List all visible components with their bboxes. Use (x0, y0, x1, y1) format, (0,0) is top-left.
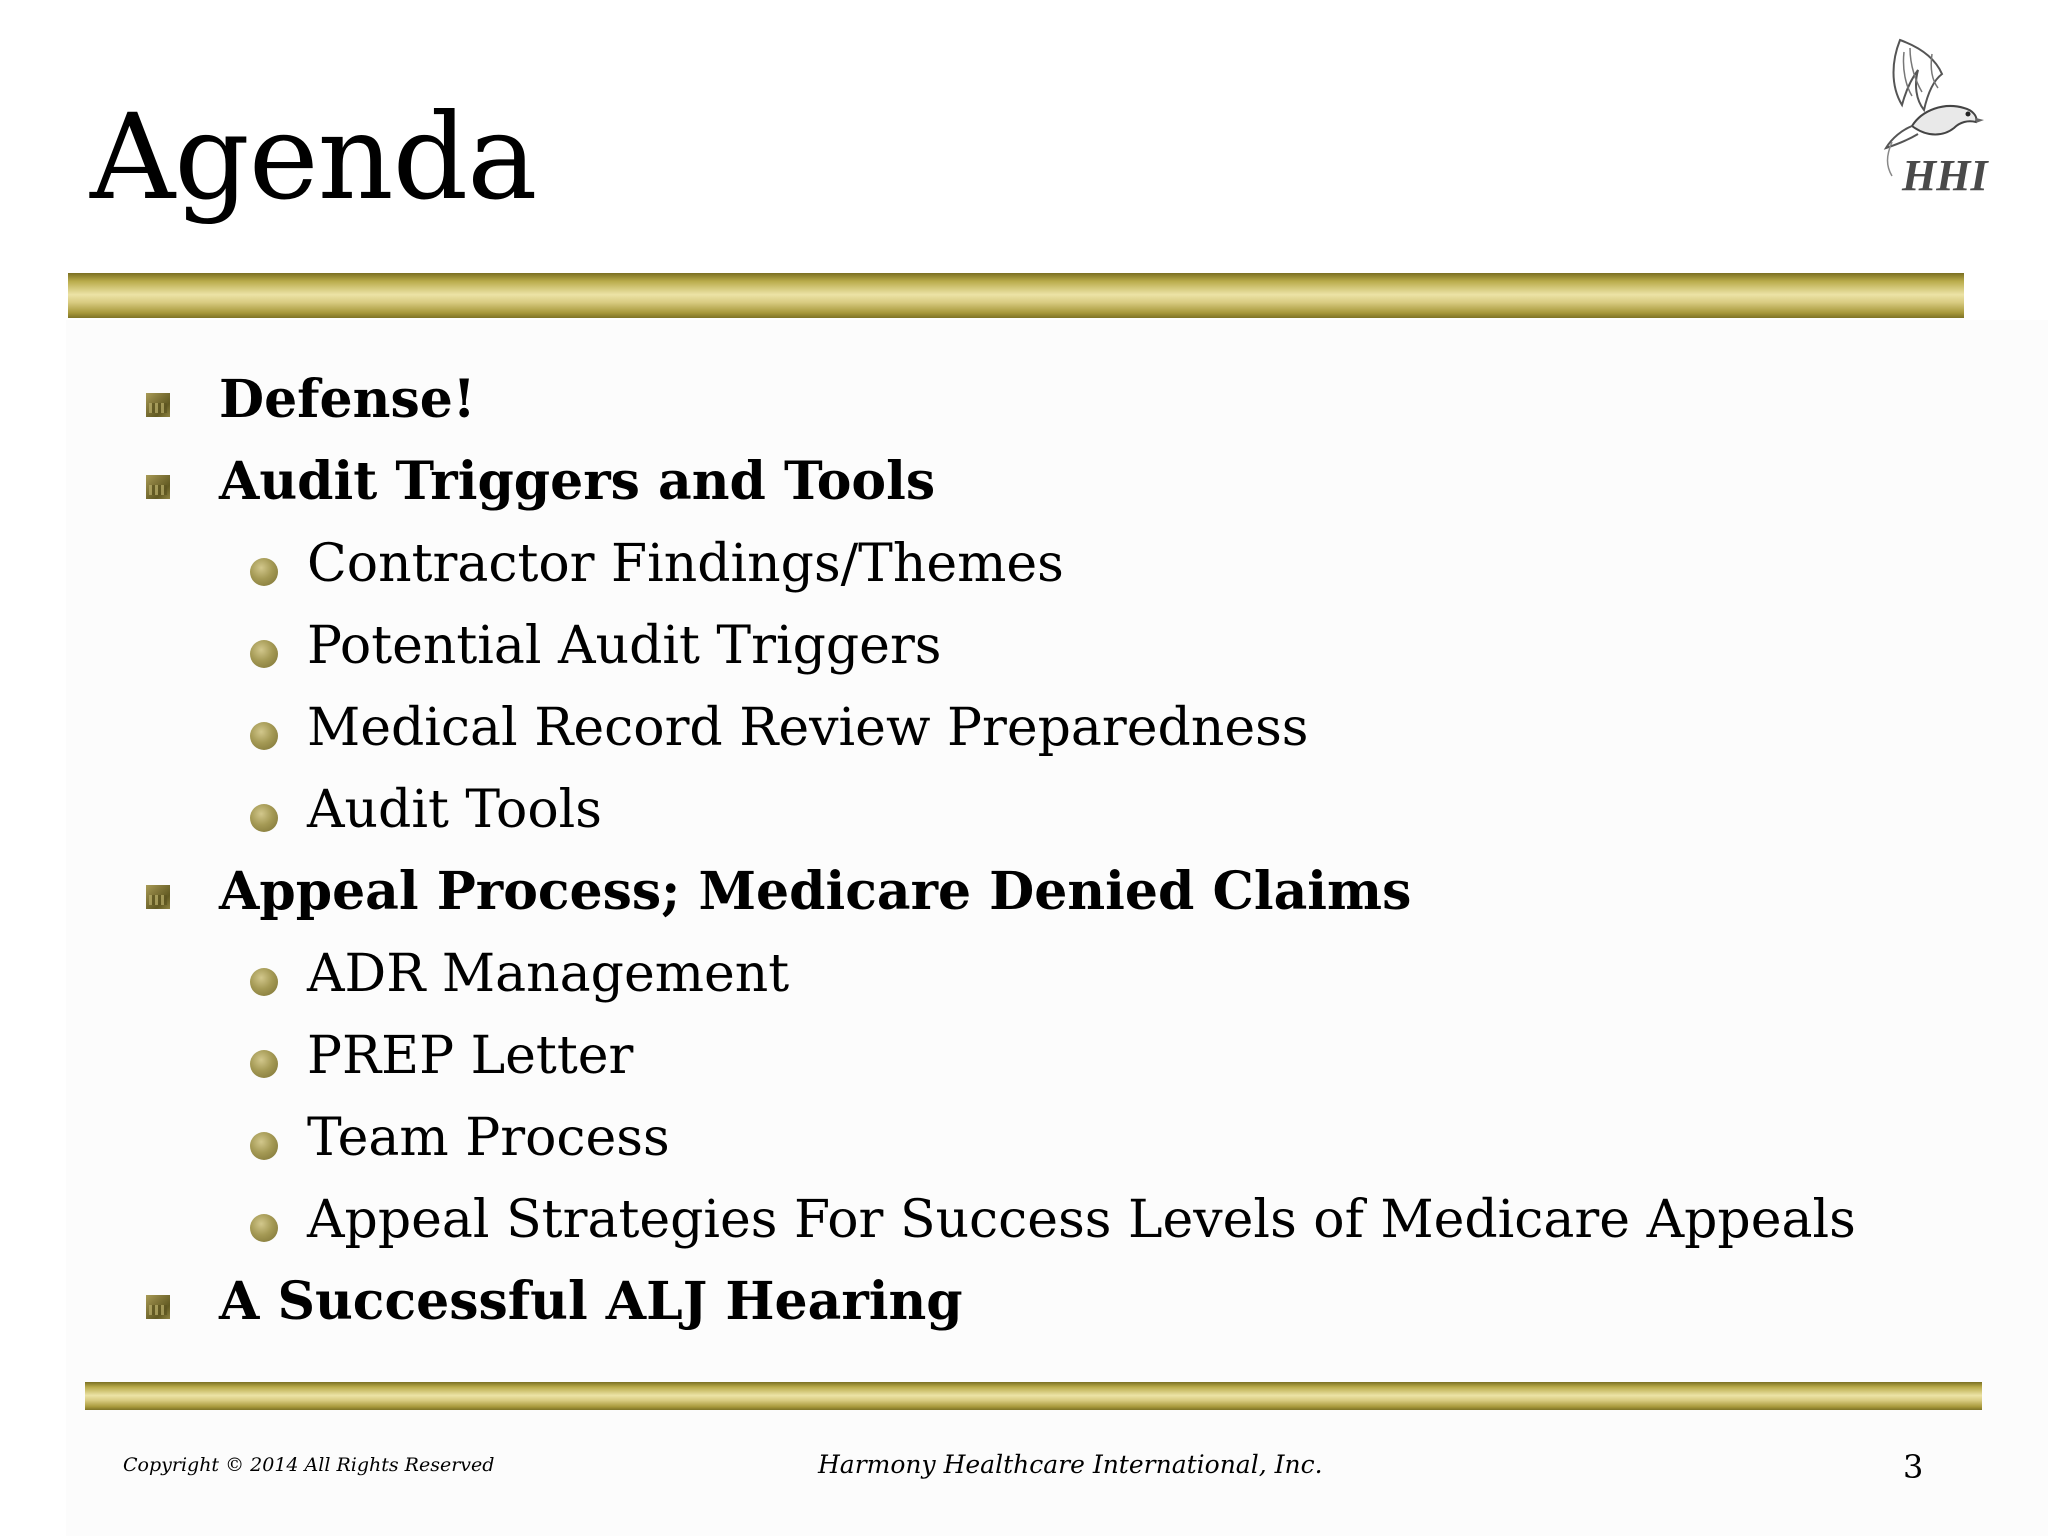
agenda-item-label: Defense! (219, 369, 476, 430)
agenda-subitem-label: ADR Management (307, 944, 790, 1004)
circle-bullet-icon (250, 722, 278, 750)
agenda-subitem-label: Appeal Strategies For Success Levels of Medicare Appeals (307, 1190, 1856, 1250)
square-bullet-icon (146, 885, 170, 909)
circle-bullet-icon (250, 1132, 278, 1160)
agenda-item-label: A Successful ALJ Hearing (219, 1271, 963, 1332)
agenda-subitem-label: Potential Audit Triggers (307, 616, 942, 676)
slide-title: Agenda (90, 88, 537, 226)
square-bullet-icon (146, 393, 170, 417)
agenda-subitem-label: Team Process (307, 1108, 670, 1168)
agenda-item-label: Appeal Process; Medicare Denied Claims (219, 861, 1412, 922)
svg-text:HHI: HHI (1902, 151, 1988, 200)
bottom-divider-bar (85, 1382, 1982, 1410)
square-bullet-icon (146, 475, 170, 499)
circle-bullet-icon (250, 1050, 278, 1078)
page-number: 3 (1903, 1448, 1924, 1486)
agenda-subitem-label: PREP Letter (307, 1026, 634, 1086)
circle-bullet-icon (250, 640, 278, 668)
circle-bullet-icon (250, 1214, 278, 1242)
square-bullet-icon (146, 1295, 170, 1319)
circle-bullet-icon (250, 558, 278, 586)
agenda-item-label: Audit Triggers and Tools (219, 451, 936, 512)
footer-copyright: Copyright © 2014 All Rights Reserved (123, 1454, 495, 1476)
circle-bullet-icon (250, 804, 278, 832)
footer-company-name: Harmony Healthcare International, Inc. (818, 1450, 1323, 1479)
agenda-subitem-label: Audit Tools (307, 780, 602, 840)
agenda-subitem-label: Medical Record Review Preparedness (307, 698, 1309, 758)
agenda-subitem-label: Contractor Findings/Themes (307, 534, 1064, 594)
circle-bullet-icon (250, 968, 278, 996)
